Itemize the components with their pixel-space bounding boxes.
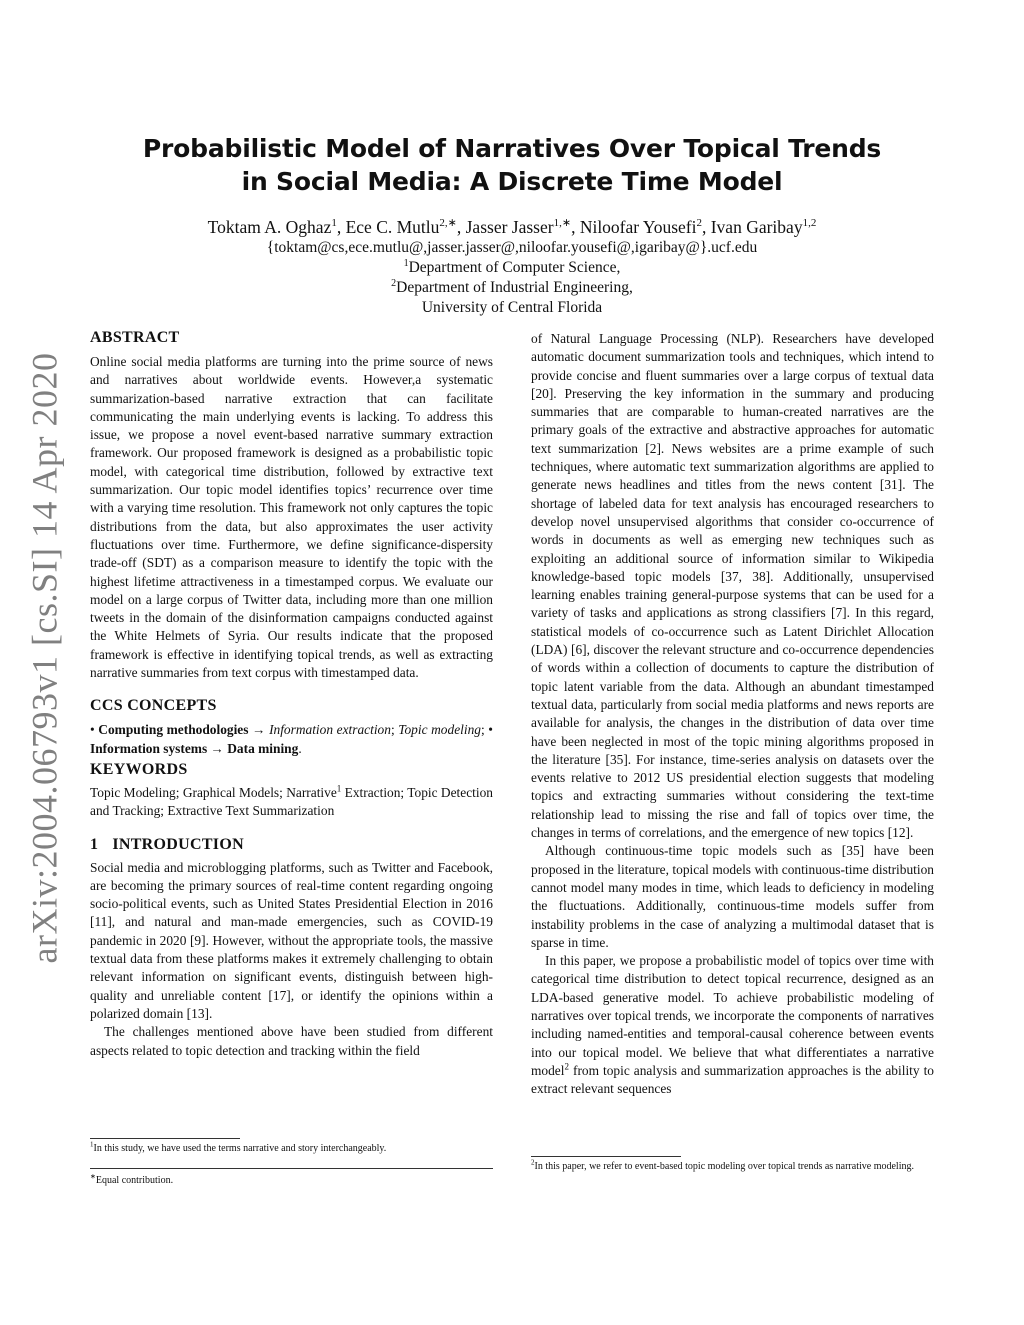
affiliation-1: $^1$Department of Computer Science, xyxy=(403,257,621,276)
author: Toktam A. Oghaz$^1$, xyxy=(207,217,346,237)
footnote-2: $^2$In this paper, we refer to event-based topic modeling over topical trends as narrative modeling. xyxy=(531,1158,914,1172)
author: Jasser Jasser$^{1,∗}$, xyxy=(465,217,580,237)
right-column xyxy=(531,330,934,1098)
footnote-divider xyxy=(90,1168,493,1169)
affiliation-3: University of Central Florida xyxy=(421,299,603,316)
introduction-heading: 1 INTRODUCTION xyxy=(90,835,244,853)
footnote-ref[interactable]: 1 xyxy=(336,783,342,794)
footnote-1: $^1$In this study, we have used the terms narrative and story interchangeably. xyxy=(90,1140,387,1154)
arxiv-id: arXiv:2004.06793v1 [cs.SI] 14 Apr 2020 xyxy=(24,352,65,964)
footnote-divider xyxy=(531,1156,681,1157)
keywords-heading: KEYWORDS xyxy=(90,760,188,778)
author: Ece C. Mutlu$^{2,∗}$, xyxy=(345,217,466,237)
arxiv-stamp xyxy=(24,352,65,964)
intro-paragraph-1: Social media and microblogging platforms, such as Twitter and Facebook, are becoming the primary sources of real-time content regarding ongoing socio-political events, such as United States Presidential Election in 2016 [11], and natural and man-made emergencies, such as COVID-19 pandemic in 2020 [9]. However, without the appropriate tools, the massive textual data from these platforms makes it extremely challenging to obtain relevant information on significant events, distinguish between high-quality and unreliable content [17], or identify the opinions within a polarized domain [13]. xyxy=(90,859,493,1021)
footnote-equal-contribution: ∗Equal contribution. xyxy=(90,1172,174,1186)
footnote-divider xyxy=(90,1138,240,1139)
author: Ivan Garibay$^{1,2}$ xyxy=(710,217,817,237)
keywords-text: Topic Modeling; Graphical Models; Narrative$^1$ Extraction; Topic Detection and Tracking; Extractive Text Summarization xyxy=(90,783,493,819)
left-column xyxy=(90,328,493,1060)
author: Niloofar Yousefi$^2$, xyxy=(579,217,711,237)
footnote-ref[interactable]: 2 xyxy=(564,1061,569,1072)
author-emails: {toktam@cs,ece.mutlu@,jasser.jasser@,niloofar.yousefi@,igaribay@}.ucf.edu xyxy=(266,239,758,256)
author-list xyxy=(90,216,934,238)
affiliation-2: $^2$Department of Industrial Engineering, xyxy=(391,277,633,296)
right-paragraph-3: In this paper, we propose a probabilistic model of topics over time with categorical time distribution to detect topical recurrence, designed as an LDA-based generative model. To achieve probabilistic modeling of narratives over topical trends, we incorporate the components of narratives including named-entities and temporal-causal coherence between events into our topical model. We believe that what differentiates a narrative model$^2$ from topic analysis and summarization approaches is the ability to extract relevant sequences xyxy=(531,953,934,1097)
right-paragraph-2: Although continuous-time topic models such as [35] have been proposed in the literature, topical models with continuous-time distribution cannot model many modes in time, which leads to deficiency in modeling the fluctuations. Additionally, continuous-time models suffer from instability problems in the case of analyzing a multimodal dataset that is sparse in time. xyxy=(531,843,934,950)
intro-paragraph-2: The challenges mentioned above have been studied from different aspects related to topic detection and tracking within the field xyxy=(90,1024,493,1058)
paper-header xyxy=(90,132,934,318)
abstract-text: Online social media platforms are turning into the prime source of news and narratives about worldwide events. However,a systematic summarization-based narrative extraction that can facilitate communicating the main underlying events is lacking. To address this issue, we propose a novel event-based narrative summary extraction framework. Our proposed framework is designed as a probabilistic topic model, with categorical time distribution, followed by extractive text summarization. Our topic model identifies topics’ recurrence over time with a varying time resolution. This framework not only captures the topic distributions from the data, but also approximates the user activity fluctuations over time. Furthermore, we define significance-dispersity trade-off (SDT) as a comparison measure to identify the topic with the highest lifetime attractiveness in a timestamped corpus. We evaluate our model on a large corpus of Twitter data, including more than one million tweets in the domain of the disinformation campaigns conducted against the White Helmets of Syria. Our results indicate that the proposed framework is effective in identifying topical trends, as well as extracting narrative summaries from text corpus with timestamped data. xyxy=(90,354,493,681)
abstract-heading: ABSTRACT xyxy=(90,329,180,346)
right-paragraph-1: of Natural Language Processing (NLP). Researchers have developed automatic document summarization tools and techniques, which intend to provide concise and fluent summaries over a large corpus of textual data [20]. Preserving the key information in the summary and producing summaries that are comparable to human-created narratives are the primary goals of the extractive and abstractive approaches for automatic text summarization [2]. News websites are a prime example of such techniques, where automatic text summarization algorithms are applied to generate news headlines and titles from the news content [31]. The shortage of labeled data for text analysis has encouraged researchers to develop novel unsupervised algorithms that consider co-occurrence of words in documents as well as emerging new techniques such as exploiting an additional source of information similar to Wikipedia knowledge-based topic models [37, 38]. Additionally, unsupervised learning enables training general-purpose systems that can be used for a variety of tasks and applications as strong classifiers [7]. In this regard, statistical models of co-occurrence such as Latent Dirichlet Allocation (LDA) [6], discover the relevant structure and co-occurrence dependencies of words within a collection of documents to capture the distribution of topic latent variable from the data. Although an abundant timestamped textual data, particularly from social media platforms and news reports are available for analysis, the changes in the distribution of data over time have been neglected in most of the topic mining algorithms proposed in the literature [35]. For instance, time-series analysis on datasets over the events relative to 2012 US presidential election suggests that modeling topics and extracting summaries without considering the text-time relationship lead to missing the rise and fall of topics over time, the changes in terms of correlations, and the emergence of new topics [12]. xyxy=(531,331,934,841)
paper-title: Probabilistic Model of Narratives Over Topical Trends in Social Media: A Discrete Time Model xyxy=(142,134,882,196)
ccs-concepts: • Computing methodologies → Information extraction; Topic modeling; • Information systems → Data mining. xyxy=(90,722,493,756)
ccs-heading: CCS CONCEPTS xyxy=(90,697,217,715)
